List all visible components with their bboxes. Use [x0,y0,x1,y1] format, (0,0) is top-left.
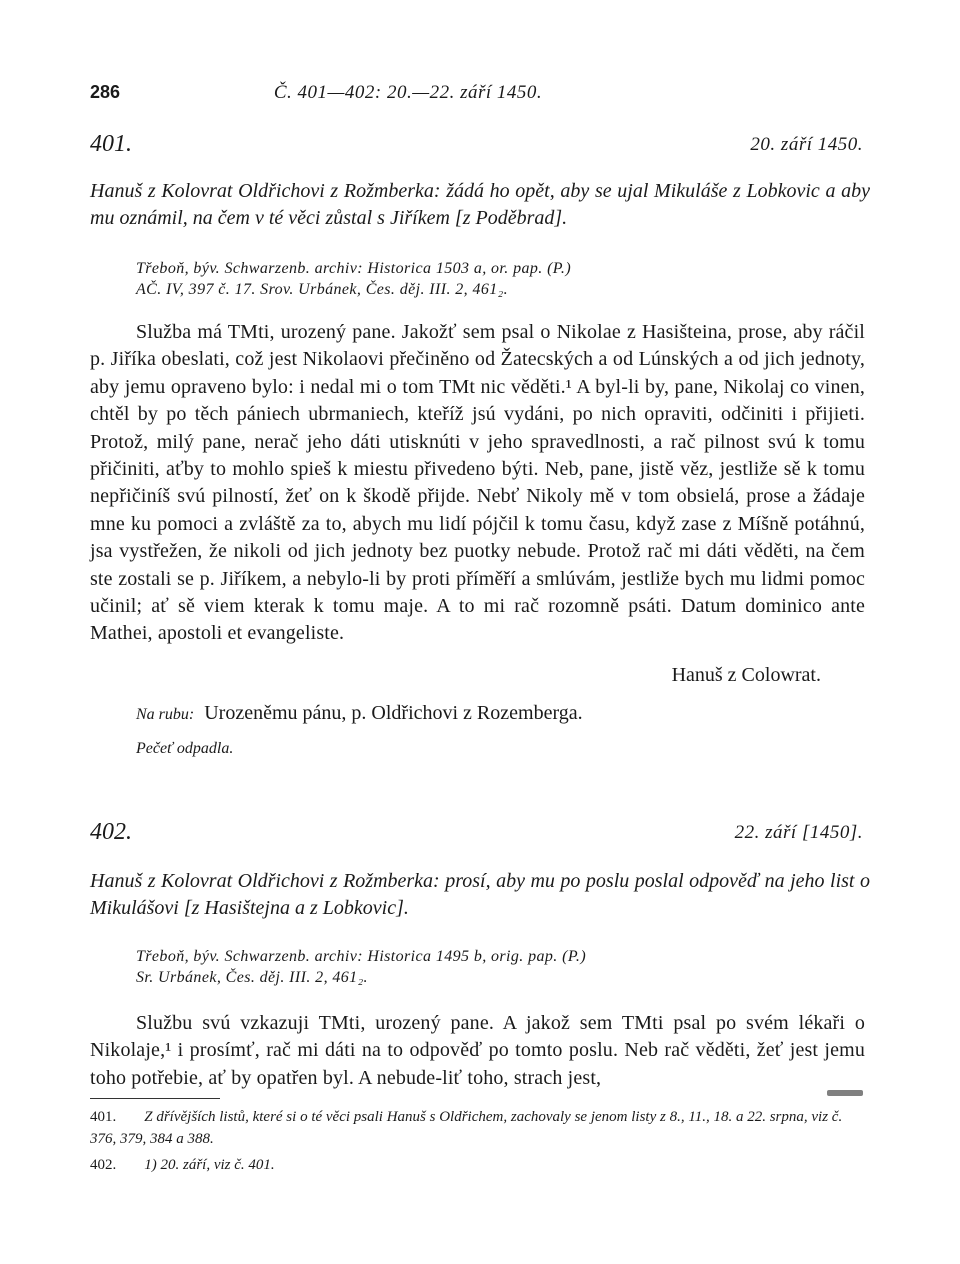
footnote-text: 1) 20. září, viz č. 401. [144,1157,275,1173]
entry-401-regest: Hanuš z Kolovrat Oldřichovi z Rožmberka: žádá ho opět, aby se ujal Mikuláše z Lobkovic a aby mu oznámil, na čem v té věci zůstal s Jiříkem [z Poděbrad]. [90,180,870,229]
footnote-label: 401. [90,1109,117,1125]
address-label: Na rubu: [136,706,195,723]
running-head [90,82,865,110]
entry-402-regest: Hanuš z Kolovrat Oldřichovi z Rožmberka: prosí, aby mu po poslu poslal odpověď na jeho list o Mikulášovi [z Hasištejna a z Lobkovic]. [90,870,870,919]
footnote-401 [90,1106,870,1150]
entry-401-source [136,258,856,300]
entry-401-source-line-2: AČ. IV, 397 č. 17. Srov. Urbánek, Čes. děj. III. 2, 461₂. [136,281,509,298]
entry-402-text: Službu svú vzkazuji TMti, urozený pane. A jakož sem TMti psal po svém lékaři o Nikolaje,¹ i prosímť, rač mi dáti na to odpověď po tomto poslu. Neb rač věděti, žeť jest jemu toho potřebie, ať by opatřen byl. A nebude-liť toho, strach jest, [90,1012,865,1089]
ink-smudge [827,1090,863,1096]
entry-401-source-line-1: Třeboň, býv. Schwarzenb. archiv: Historica 1503 a, or. pap. (P.) [136,260,572,277]
entry-401-address [136,702,583,725]
entry-402-source-line-2: Sr. Urbánek, Čes. děj. III. 2, 461₂. [136,969,368,986]
footnote-rule [90,1098,220,1099]
entry-402-source-line-1: Třeboň, býv. Schwarzenb. archiv: Historica 1495 b, orig. pap. (P.) [136,948,587,965]
address-text: Urozeněmu pánu, p. Oldřichovi z Rozemberga. [204,702,583,724]
entry-402-number: 402. [90,819,132,845]
footnote-label: 402. [90,1157,117,1173]
running-title: Č. 401—402: 20.—22. září 1450. [273,82,543,103]
footnote-402 [90,1154,870,1176]
entry-401-date: 20. září 1450. [750,134,863,155]
footnote-text: Z dřívějších listů, které si o té věci psali Hanuš s Oldřichem, zachovaly se jenom listy z 8., 11., 18. a 22. srpna, viz č. 376, 379, 384 a 388. [90,1109,843,1147]
page-number: 286 [90,82,121,102]
entry-401-signature: Hanuš z Colowrat. [671,664,821,686]
entry-402-date: 22. září [1450]. [734,822,863,843]
entry-401-number: 401. [90,131,132,157]
entry-401-text: Služba má TMti, urozený pane. Jakožť sem psal o Nikolae z Hasišteina, prose, aby ráčil p. Jiříka obeslati, což jest Nikolaovi přečiněno od Žatecských a od Lúnských a od jich jednoty, aby jemu opraveno bylo: i nedal mi o tom TMt nic věděti.¹ A byl-li by, pane, Nikolaj co vinen, chtěl by po těch pániech ubrmaniech, kteříž jsú vydáni, po nich opraviti, odčiniti i přijieti. Protož, milý pane, nerač jeho dáti utisknúti v jeho spravedlnosti, a rač pilnost svú k tomu přičiniti, aťby to mohlo spieš k miestu přivedeno býti. Neb, pane, jistě věz, jestliže sě k tomu nepřičiníš svú pilností, žeť on k škodě přijde. Nebť Nikoly mě v tom obsielá, prose a žádaje mne ku pomoci a zvláště za to, abych mu lidí pójčil k tomu času, když zase z Míšně potáhnú, jsa vystřežen, že nikoli od jich jednoty bez puotky nebude. Protož rač mi dáti věděti, na čem ste zostali se p. Jiříkem, a nebylo-li by proti příměří a smlúvám, jestliže bych mu lidmi pomoc učinil; ať sě viem kterak k tomu maje. A to mi rač rozomně psáti. Datum dominico ante Mathei, apostoli et evangeliste. [90,321,865,645]
entry-402-source [136,946,856,988]
entry-401-seal-note: Pečeť odpadla. [136,740,234,757]
